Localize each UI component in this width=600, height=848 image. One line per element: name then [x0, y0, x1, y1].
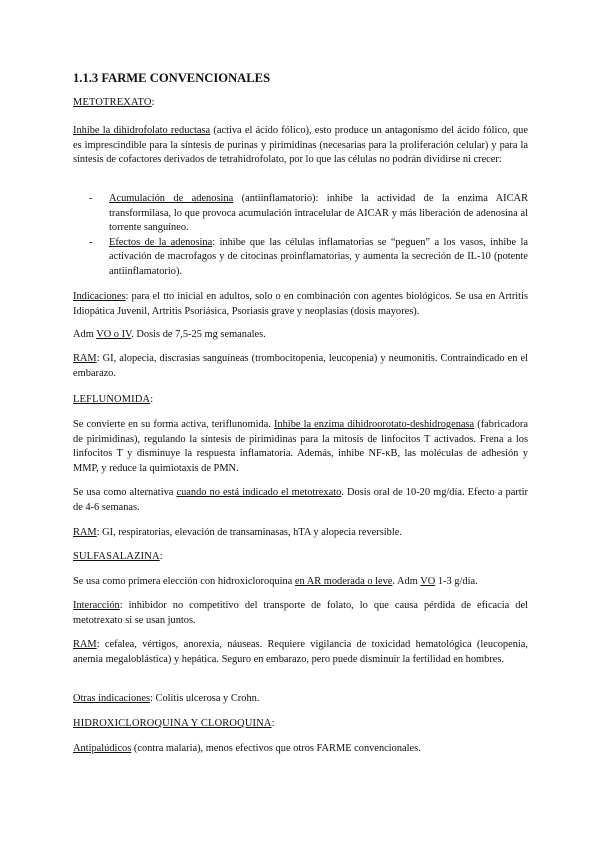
- adm-prefix: Adm: [73, 329, 97, 340]
- metotrexato-heading-text: METOTREXATO: [73, 97, 152, 108]
- sulfasalazina-route: VO: [420, 576, 436, 587]
- ram-label: RAM: [73, 527, 97, 538]
- otras-label: Otras indicaciones: [73, 693, 151, 704]
- metotrexato-intro-underlined: Inhibe la dihidrofolato reductasa: [73, 125, 211, 136]
- bullet-item: [73, 236, 528, 280]
- sulfasalazina-heading-text: SULFASALAZINA: [73, 551, 160, 562]
- metotrexato-heading: [73, 96, 528, 111]
- leflunomida-uso-a: Se usa como alternativa: [73, 487, 177, 498]
- metotrexato-intro-text: (activa el ácido fólico), esto produce un antagonismo del ácido fólico, que es imprescindible para la síntesis de purinas y pirimidinas (necesarias para la proliferación celular) y para la síntesis de cofactores derivados de tetrahidrofolato, por lo que las células no podrán dividirse ni crecer:: [73, 125, 528, 166]
- sulfasalazina-text-a: Se usa como primera elección con hidroxicloroquina: [73, 576, 295, 587]
- sulfasalazina-otras: [73, 692, 528, 707]
- metotrexato-heading-suffix: :: [151, 97, 155, 108]
- interaccion-label: Interacción: [73, 600, 120, 611]
- adm-route: VO o IV: [96, 329, 132, 340]
- sulfasalazina-interaccion: [73, 599, 528, 628]
- bullet-dash: -: [89, 236, 93, 248]
- interaccion-text: : inhibidor no competitivo del transporte de folato, lo que causa pérdida de eficacia del metotrexato si se usan juntos.: [73, 600, 528, 626]
- hidroxicloroquina-heading-text: HIDROXICLOROQUINA Y CLOROQUINA: [73, 718, 272, 729]
- metotrexato-indicaciones: [73, 290, 528, 319]
- leflunomida-heading-text: LEFLUNOMIDA: [73, 394, 151, 405]
- leflunomida-heading: [73, 393, 528, 408]
- adm-text: . Dosis de 7,5-25 mg semanales.: [131, 329, 266, 340]
- hidroxicloroquina-heading: [73, 717, 528, 732]
- sulfasalazina-heading-suffix: :: [159, 551, 163, 562]
- leflunomida-ram: [73, 526, 528, 541]
- section-title: 1.1.3 FARME CONVENCIONALES: [73, 71, 271, 85]
- bullet-text: : inhibe que las células inflamatorias se “peguen” a los vasos, inhibe la activación de macrofagos y de citocinas proinflamatorias, y aumenta la secreción de IL-10 (potente antiinflamatorio).: [109, 236, 528, 277]
- sulfasalazina-heading: [73, 550, 528, 565]
- sulfasalazina-text-c: 1-3 g/día.: [435, 576, 478, 587]
- metotrexato-adm: [73, 328, 528, 343]
- sulfasalazina-uso: [73, 575, 528, 590]
- sulfasalazina-underlined: en AR moderada o leve: [294, 576, 393, 587]
- ram-label: RAM: [73, 639, 97, 650]
- ram-text: : GI, alopecia, discrasias sanguíneas (trombocitopenia, leucopenia) y neumonitis. Contraindicado en el embarazo.: [73, 353, 528, 379]
- indicaciones-text: : para el tto inicial en adultos, solo o en combinación con agentes biológicos. Se usa en Artritis Idiopática Juvenil, Artritis Psoriásica, Psoriasis grave y neoplasias (dosis mayores).: [73, 291, 528, 317]
- bullet-underlined: Acumulación de adenosina: [109, 193, 234, 204]
- indicaciones-label: Indicaciones: [73, 291, 126, 302]
- sulfasalazina-text-b: . Adm: [392, 576, 421, 587]
- antipaludicos-label: Antipalúdicos: [73, 743, 132, 754]
- leflunomida-uso: [73, 486, 528, 515]
- leflunomida-heading-suffix: :: [150, 394, 154, 405]
- leflunomida-text-b: (fabricadora de pirimidinas), regulando la síntesis de pirimidinas para la mitosis de linfocitos T activados. Frena a los linfocitos T y disminuye la respuesta inflamatoria. Además, inhibe NF-κB, las moléculas de adhesión y MMP, y reduce la quimiotaxis de PMN.: [73, 419, 529, 474]
- leflunomida-underlined: Inhibe la enzima dihidroorotato-deshidrogenasa: [273, 419, 475, 430]
- bullet-underlined: Efectos de la adenosina: [109, 236, 213, 248]
- metotrexato-bullet-list: [73, 192, 528, 280]
- sulfasalazina-ram: [73, 638, 528, 667]
- ram-text: : cefalea, vértigos, anorexia, náuseas. Requiere vigilancia de toxicidad hematológica (leucopenia, anemia megaloblástica) y hepática. Seguro en embarazo, pero puede disminuir la fertilidad en hombres.: [73, 639, 528, 665]
- ram-label: RAM: [73, 353, 97, 364]
- hidroxicloroquina-text: [73, 742, 528, 757]
- metotrexato-ram: [73, 352, 528, 381]
- bullet-text: (antiinflamatorio): inhibe la actividad de la enzima AICAR transformilasa, lo que provoca acumulación intracelular de AICAR y más liberación de adenosina al torrente sanguíneo.: [109, 193, 528, 234]
- bullet-dash: -: [89, 193, 93, 204]
- leflunomida-uso-b: . Dosis oral de 10-20 mg/día. Efecto a partir de 4-6 semanas.: [73, 487, 529, 513]
- ram-text: : GI, respiratorias, elevación de transaminasas, hTA y alopecia reversible.: [96, 527, 402, 538]
- hidroxicloroquina-heading-suffix: :: [271, 718, 275, 729]
- antipaludicos-text: (contra malaria), menos efectivos que otros FARME convencionales.: [131, 743, 421, 754]
- metotrexato-intro: [73, 124, 528, 168]
- leflunomida-uso-underlined: cuando no está indicado el metotrexato: [176, 487, 342, 498]
- leflunomida-mecanismo: [73, 418, 528, 476]
- bullet-item: [73, 192, 528, 236]
- otras-text: : Colitis ulcerosa y Crohn.: [150, 693, 260, 704]
- leflunomida-text-a: Se convierte en su forma activa, teriflunomida.: [73, 419, 274, 430]
